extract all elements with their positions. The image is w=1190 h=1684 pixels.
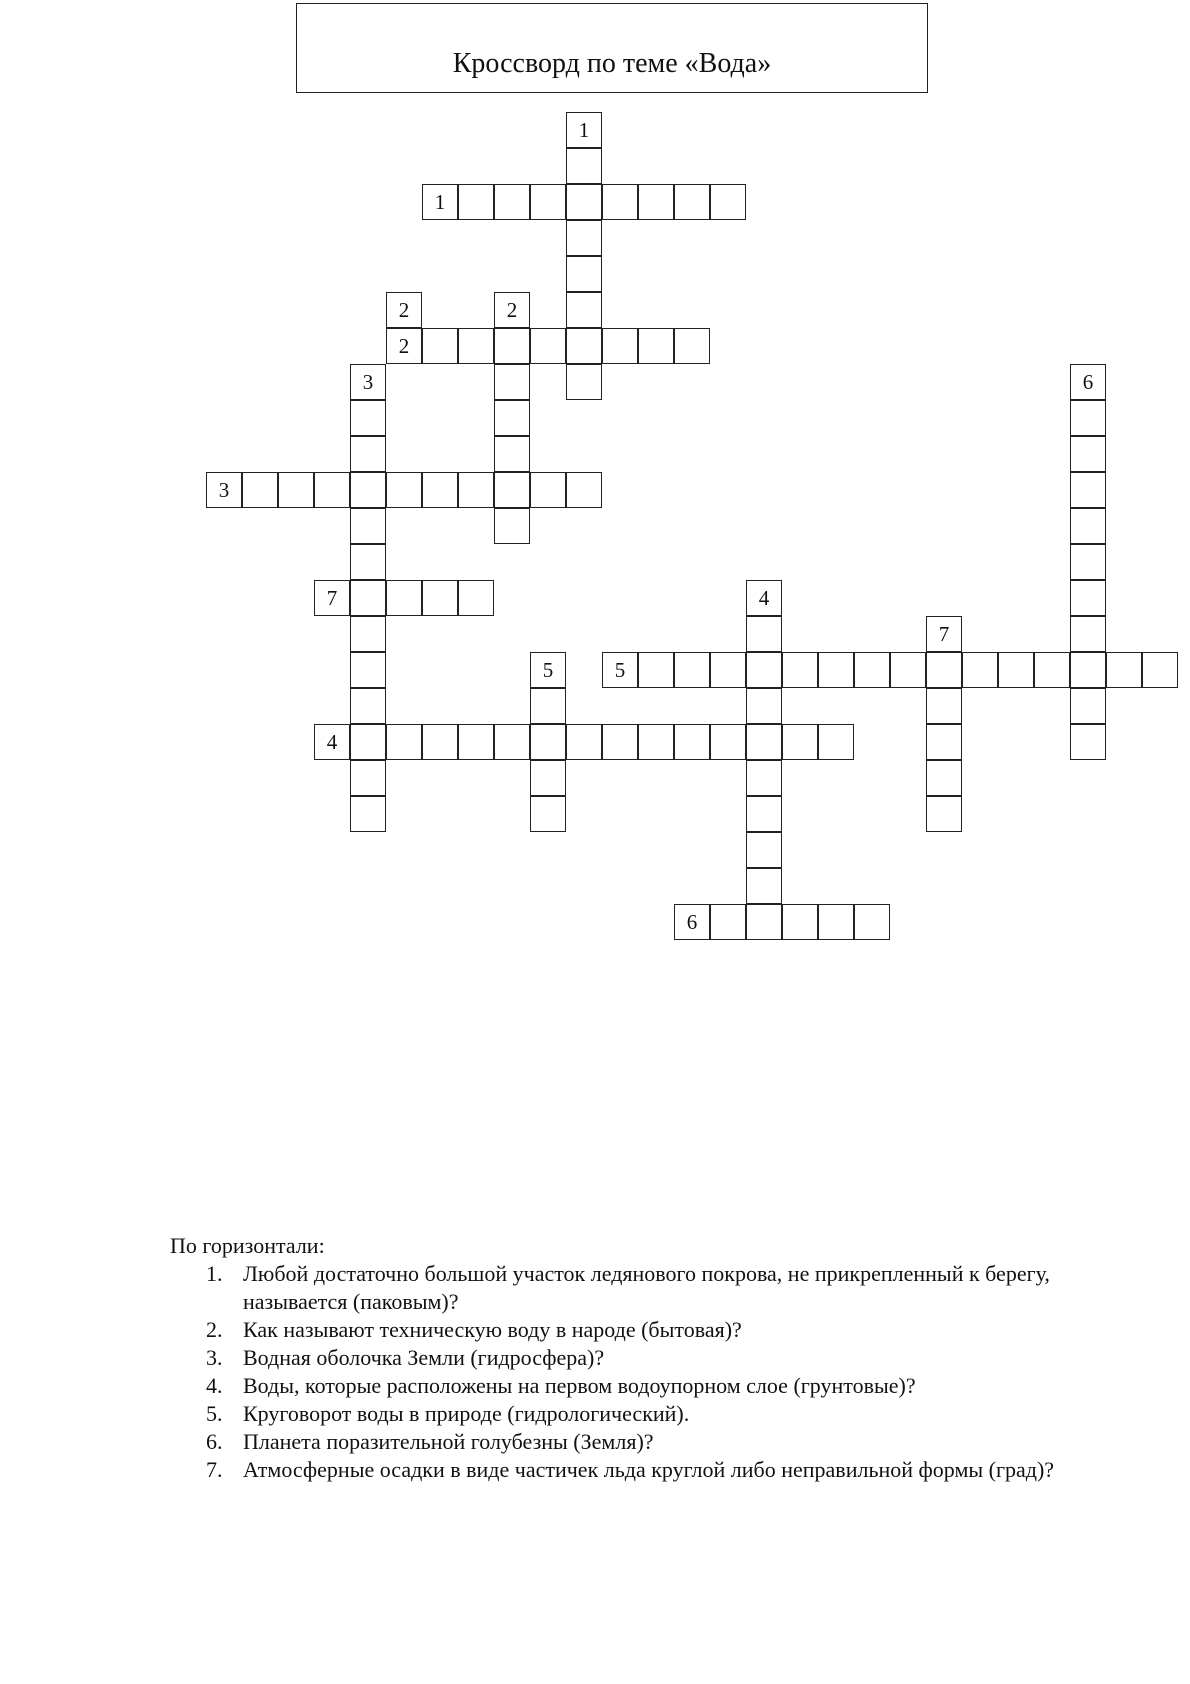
crossword-cell [458,328,494,364]
crossword-cell [1106,652,1142,688]
crossword-cell [746,688,782,724]
clue-number-cell [314,724,350,760]
crossword-cell [278,472,314,508]
crossword-cell [674,328,710,364]
cell-number: 6 [686,910,698,934]
crossword-cell [314,472,350,508]
clue-item [170,1400,1090,1428]
crossword-cell [458,184,494,220]
clue-item [170,1428,1090,1456]
crossword-cell [530,724,566,760]
crossword-cell [422,580,458,616]
crossword-cell [350,400,386,436]
crossword-cell [1070,436,1106,472]
crossword-cell [566,328,602,364]
crossword-cell [1070,544,1106,580]
crossword-cell [1034,652,1070,688]
crossword-cell [638,328,674,364]
crossword-cell [926,796,962,832]
crossword-cell [638,184,674,220]
crossword-cell [710,184,746,220]
crossword-cell [926,652,962,688]
crossword-cell [674,184,710,220]
crossword-cell [566,256,602,292]
crossword-cell [674,724,710,760]
crossword-cell [746,868,782,904]
clue-number-cell [530,652,566,688]
clue-number-cell [926,616,962,652]
crossword-cell [350,760,386,796]
crossword-cell [566,220,602,256]
crossword-cell [494,508,530,544]
crossword-cell [386,472,422,508]
crossword-cell [350,796,386,832]
crossword-cell [350,472,386,508]
clue-list [170,1260,1090,1484]
crossword-cell [818,904,854,940]
crossword-cell [422,472,458,508]
crossword-cell [638,724,674,760]
clue-text: Воды, которые расположены на первом водоупорном слое (грунтовые)? [243,1373,916,1398]
crossword-cell [350,616,386,652]
crossword-cell [926,760,962,796]
cell-number: 2 [398,334,410,358]
crossword-cell [530,796,566,832]
clue-number-cell [314,580,350,616]
crossword-cell [854,652,890,688]
crossword-cell [530,760,566,796]
crossword-cell [746,796,782,832]
crossword-cell [566,184,602,220]
cell-number: 1 [434,190,446,214]
crossword-cell [746,652,782,688]
clue-item [170,1456,1090,1484]
clue-text: Планета поразительной голубезны (Земля)? [243,1429,654,1454]
cell-number: 4 [758,586,770,610]
crossword-cell [350,724,386,760]
crossword-cell [746,760,782,796]
crossword-cell [386,724,422,760]
clue-number: 3. [206,1345,223,1370]
crossword-cell [1070,688,1106,724]
crossword-cell [1070,580,1106,616]
crossword-cell [530,472,566,508]
crossword-cell [1070,508,1106,544]
crossword-cell [530,328,566,364]
crossword-cell [458,724,494,760]
crossword-cell [674,652,710,688]
crossword-cell [350,580,386,616]
crossword-cell [746,616,782,652]
crossword-cell [494,328,530,364]
crossword-cell [890,652,926,688]
clue-number-cell [386,328,422,364]
crossword-cell [782,724,818,760]
cell-number: 5 [542,658,554,682]
crossword-cell [710,904,746,940]
crossword-cell [566,292,602,328]
crossword-cell [566,472,602,508]
crossword-cell [386,580,422,616]
crossword-cell [1070,400,1106,436]
crossword-cell [962,652,998,688]
clue-item [170,1372,1090,1400]
cell-number: 7 [938,622,950,646]
crossword-cell [782,904,818,940]
crossword-cell [494,436,530,472]
crossword-cell [422,328,458,364]
cell-number: 4 [326,730,338,754]
clue-text: Любой достаточно большой участок ледянового покрова, не прикрепленный к берегу, называется (паковым)? [243,1261,1050,1314]
clue-number: 6. [206,1429,223,1454]
crossword-cell [494,184,530,220]
cell-number: 3 [362,370,374,394]
crossword-cell [494,472,530,508]
crossword-cell [566,364,602,400]
clue-number: 5. [206,1401,223,1426]
crossword-cell [710,724,746,760]
clue-number-cell [602,652,638,688]
clue-text: Круговорот воды в природе (гидрологический). [243,1401,690,1426]
crossword-cell [1070,724,1106,760]
clue-item [170,1344,1090,1372]
crossword-cell [854,904,890,940]
crossword-cell [530,688,566,724]
clue-item [170,1260,1090,1316]
crossword-cell [350,436,386,472]
clue-text: Атмосферные осадки в виде частичек льда круглой либо неправильной формы (град)? [243,1457,1055,1482]
clue-number-cell [422,184,458,220]
crossword-cell [494,400,530,436]
crossword-cell [458,472,494,508]
clue-number-cell [386,292,422,328]
cell-number: 2 [506,298,518,322]
crossword-cell [926,724,962,760]
crossword-cell [242,472,278,508]
crossword-cell [1142,652,1178,688]
clue-number-cell [1070,364,1106,400]
clues-section [170,1232,1090,1484]
clue-text: Как называют техническую воду в народе (бытовая)? [243,1317,742,1342]
clue-number: 1. [206,1261,223,1286]
cell-number: 3 [218,478,230,502]
crossword-cell [746,832,782,868]
clue-number-cell [746,580,782,616]
crossword-cell [494,724,530,760]
crossword-cell [926,688,962,724]
crossword-cell [1070,472,1106,508]
clue-number-cell [350,364,386,400]
cell-number: 2 [398,298,410,322]
clue-number: 7. [206,1457,223,1482]
crossword-cell [998,652,1034,688]
crossword-cell [350,508,386,544]
cell-number: 6 [1082,370,1094,394]
clues-heading: По горизонтали: [170,1233,325,1258]
crossword-cell [782,652,818,688]
crossword-cell [818,724,854,760]
crossword-cell [1070,652,1106,688]
crossword-cell [818,652,854,688]
cell-number: 1 [578,118,590,142]
crossword-cell [746,904,782,940]
crossword-cell [602,328,638,364]
crossword-cell [530,184,566,220]
crossword-cell [566,148,602,184]
clue-text: Водная оболочка Земли (гидросфера)? [243,1345,605,1370]
clue-number: 2. [206,1317,223,1342]
clue-item [170,1316,1090,1344]
crossword-cell [602,724,638,760]
crossword-cell [350,652,386,688]
crossword-cell [422,724,458,760]
crossword-cell [638,652,674,688]
clue-number-cell [494,292,530,328]
crossword-cell [1070,616,1106,652]
clue-number-cell [206,472,242,508]
clue-number-cell [674,904,710,940]
clue-number: 4. [206,1373,223,1398]
clue-number-cell [566,112,602,148]
cell-number: 7 [326,586,338,610]
crossword-cell [746,724,782,760]
page-title: Кроссворд по теме «Вода» [452,48,772,79]
crossword-cell [494,364,530,400]
crossword-cell [602,184,638,220]
crossword-cell [350,688,386,724]
crossword-cell [458,580,494,616]
crossword-cell [350,544,386,580]
cell-number: 5 [614,658,626,682]
crossword-cell [710,652,746,688]
crossword-cell [566,724,602,760]
